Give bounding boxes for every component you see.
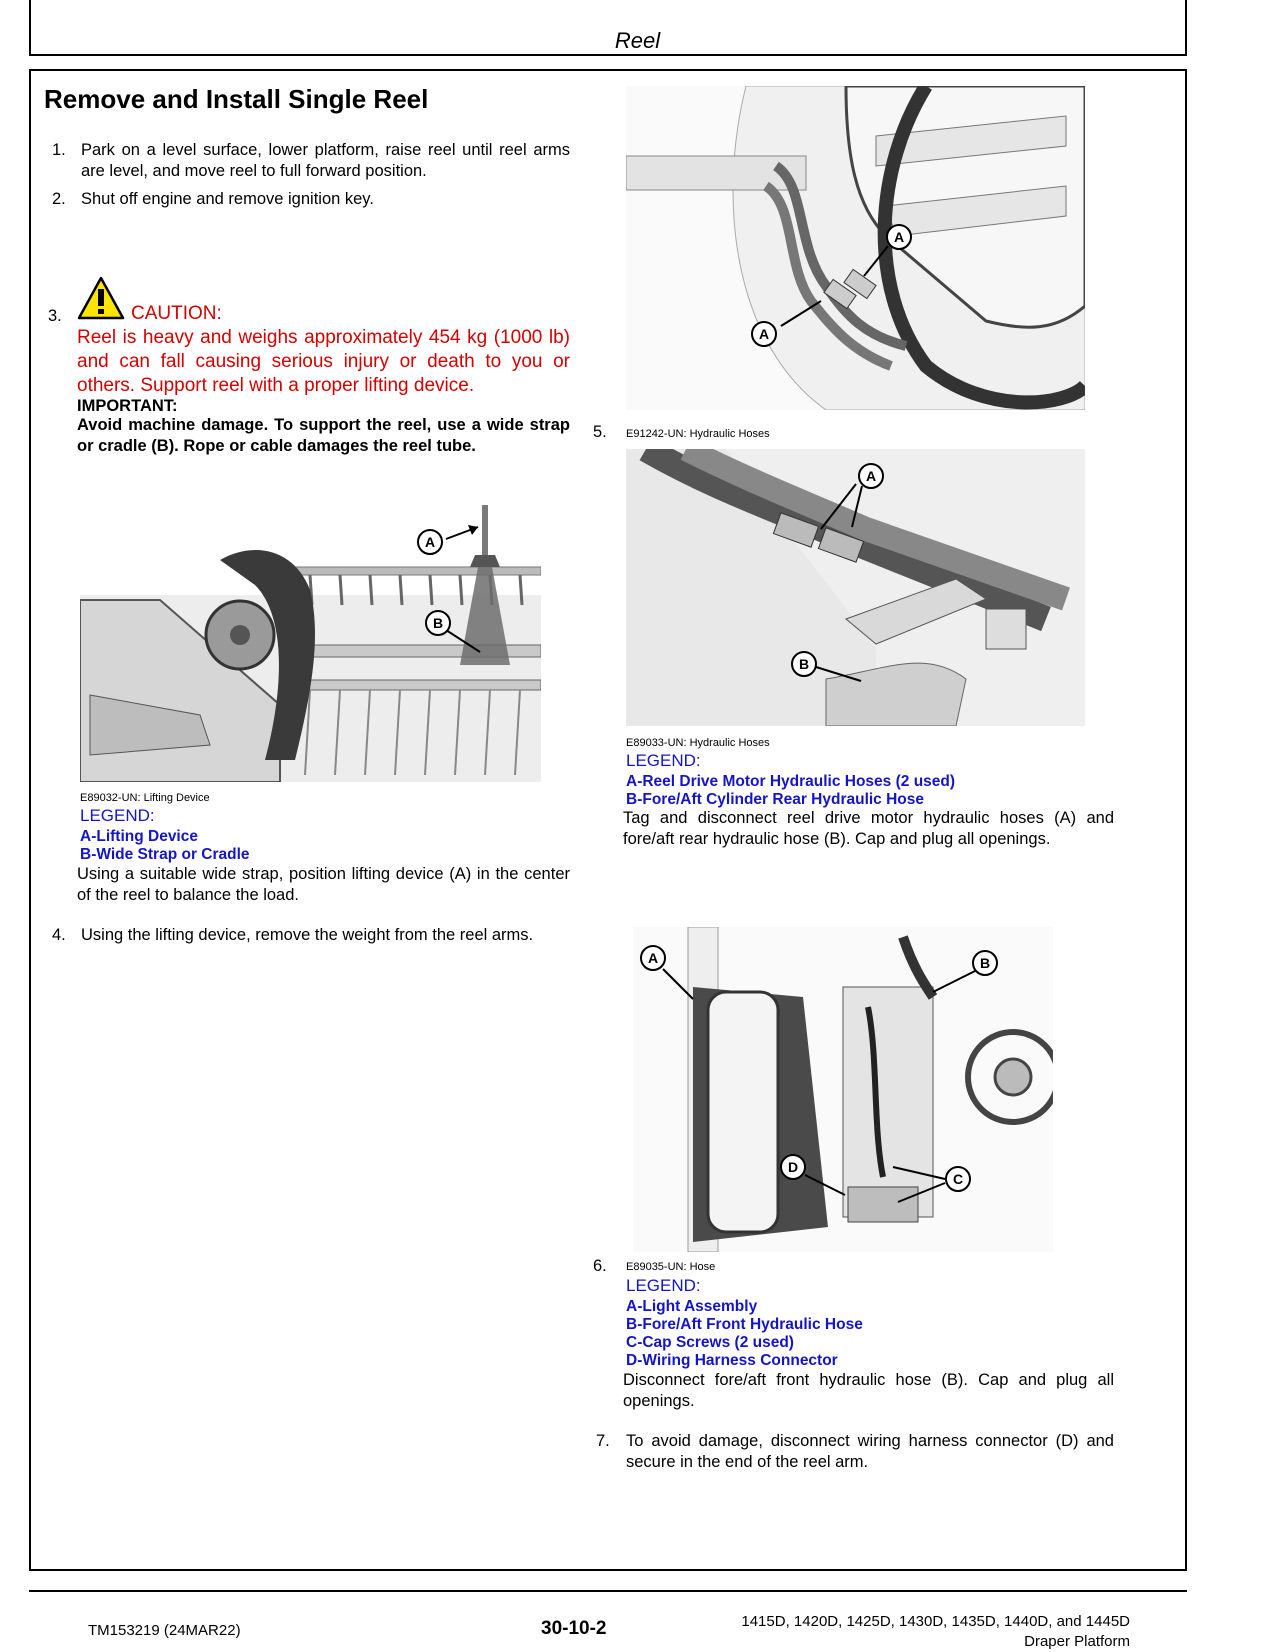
svg-text:A: A <box>893 229 905 245</box>
figure-caption: E89035-UN: Hose <box>626 1261 716 1273</box>
footer-page-number: 30-10-2 <box>541 1618 607 1639</box>
step-text: Shut off engine and remove ignition key. <box>81 190 374 208</box>
section-title: Reel <box>614 28 661 53</box>
figure-hose <box>633 927 1053 1252</box>
page-title: Remove and Install Single Reel <box>44 84 429 114</box>
figure-lifting-device <box>80 505 541 782</box>
callout-a: A <box>424 534 436 550</box>
footer-doc-id: TM153219 (24MAR22) <box>88 1622 241 1639</box>
step-number: 2. <box>52 190 66 208</box>
legend-item: A-Light Assembly <box>626 1298 758 1315</box>
svg-text:D: D <box>787 1159 799 1175</box>
figure-caption: E89033-UN: Hydraulic Hoses <box>626 737 770 749</box>
svg-text:C: C <box>952 1171 964 1187</box>
step-3-text: Using a suitable wide strap, position lifting device (A) in the center of the reel to balance the load. <box>77 865 570 904</box>
legend-item: B-Fore/Aft Cylinder Rear Hydraulic Hose <box>626 791 925 808</box>
legend-item: B-Fore/Aft Front Hydraulic Hose <box>626 1316 863 1333</box>
svg-text:A: A <box>647 950 659 966</box>
legend-item: D-Wiring Harness Connector <box>626 1352 838 1369</box>
footer-models <box>741 1612 1130 1652</box>
figure-hydraulic-hoses-2 <box>626 449 1085 726</box>
figure-hydraulic-hoses-1 <box>626 86 1085 410</box>
step-number: 4. <box>52 926 66 944</box>
caution-label: CAUTION: <box>131 303 222 324</box>
important-label: IMPORTANT: <box>77 397 178 415</box>
figure-caption: E89032-UN: Lifting Device <box>80 792 210 804</box>
legend-item: A-Lifting Device <box>80 828 198 845</box>
step-5-text: Tag and disconnect reel drive motor hydraulic hoses (A) and fore/aft rear hydraulic hose (B). Cap and plug all openings. <box>623 809 1114 848</box>
step-number: 1. <box>52 141 66 159</box>
step-number: 3. <box>48 307 62 325</box>
legend-item: A-Reel Drive Motor Hydraulic Hoses (2 used) <box>626 773 956 790</box>
svg-text:B: B <box>979 955 991 971</box>
svg-text:A: A <box>865 468 877 484</box>
footer-model-list: 1415D, 1420D, 1425D, 1430D, 1435D, 1440D, and 1445D <box>741 1613 1130 1630</box>
legend-item: C-Cap Screws (2 used) <box>626 1334 794 1351</box>
step-text: To avoid damage, disconnect wiring harness connector (D) and secure in the end of the reel arm. <box>626 1432 1114 1471</box>
footer-divider <box>29 1590 1187 1592</box>
important-text: Avoid machine damage. To support the reel, use a wide strap or cradle (B). Rope or cable damages the reel tube. <box>77 416 570 455</box>
legend-title: LEGEND: <box>626 751 701 770</box>
caution-text: Reel is heavy and weighs approximately 454 kg (1000 lb) and can fall causing serious injury or death to you or others. Support reel with a proper lifting device. <box>77 327 570 396</box>
step-6-text: Disconnect fore/aft front hydraulic hose (B). Cap and plug all openings. <box>623 1371 1114 1410</box>
svg-text:A: A <box>758 326 770 342</box>
step-number: 6. <box>593 1257 607 1275</box>
svg-text:B: B <box>798 656 810 672</box>
warning-triangle-icon <box>77 276 125 320</box>
callout-b: B <box>432 615 444 631</box>
legend-item: B-Wide Strap or Cradle <box>80 846 250 863</box>
legend-title: LEGEND: <box>626 1276 701 1295</box>
step-number: 5. <box>593 423 607 441</box>
footer-product: Draper Platform <box>1024 1633 1130 1650</box>
step-number: 7. <box>596 1432 610 1450</box>
legend-title: LEGEND: <box>80 806 155 825</box>
step-text: Using the lifting device, remove the weight from the reel arms. <box>81 926 534 944</box>
figure-caption: E91242-UN: Hydraulic Hoses <box>626 428 770 440</box>
step-text: Park on a level surface, lower platform, raise reel until reel arms are level, and move reel to full forward position. <box>81 141 570 180</box>
